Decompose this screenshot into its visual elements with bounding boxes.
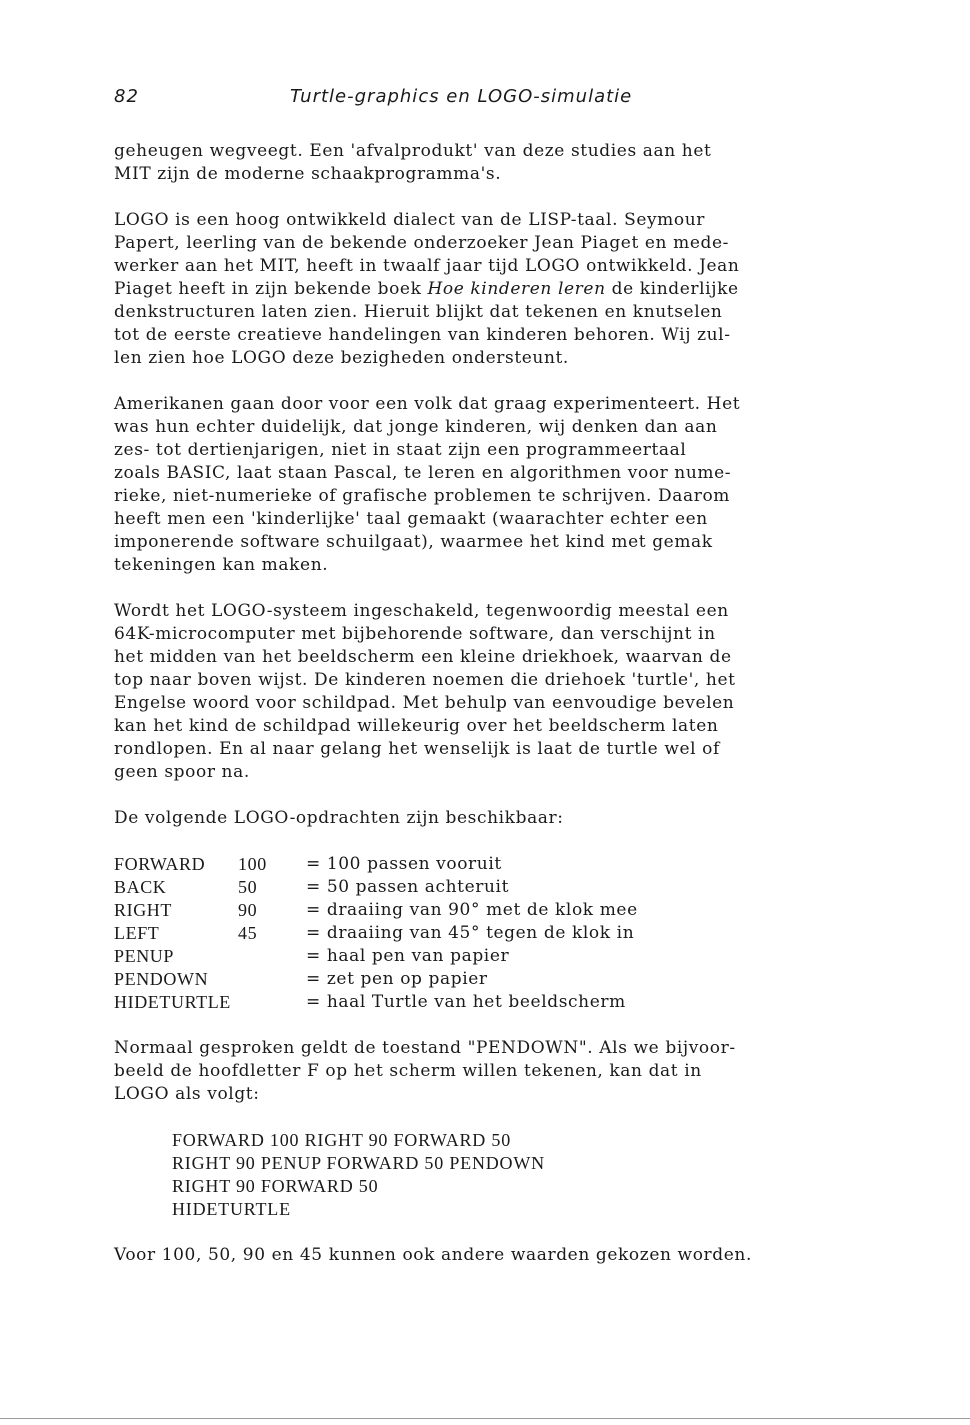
table-row	[114, 968, 638, 991]
logo-code-example	[172, 1129, 850, 1221]
text-line: tekeningen kan maken.	[114, 555, 329, 575]
table-row	[114, 945, 638, 968]
command-description: = draaiing van 45° tegen de klok in	[306, 923, 635, 943]
command-description: = haal pen van papier	[306, 946, 510, 966]
command-name: BACK	[114, 877, 167, 897]
text-line: De volgende LOGO-opdrachten zijn beschikbaar:	[114, 808, 564, 828]
paragraph-logo-origin	[114, 209, 850, 370]
text-line: top naar boven wijst. De kinderen noemen die driehoek 'turtle', het	[114, 670, 736, 690]
table-row	[114, 876, 638, 899]
paragraph-turtle	[114, 600, 850, 784]
text-line: was hun echter duidelijk, dat jonge kinderen, wij denken dan aan	[114, 417, 718, 437]
command-argument	[238, 991, 278, 1014]
text-line: MIT zijn de moderne schaakprogramma's.	[114, 164, 502, 184]
text-line: zoals BASIC, laat staan Pascal, te leren en algorithmen voor nume-	[114, 463, 732, 483]
text-line: het midden van het beeldscherm een kleine driekhoek, waarvan de	[114, 647, 732, 667]
command-argument: 45	[238, 923, 258, 943]
command-name: HIDETURTLE	[114, 992, 231, 1012]
text-line: Engelse woord voor schildpad. Met behulp van eenvoudige bevelen	[114, 693, 735, 713]
command-name: PENDOWN	[114, 969, 209, 989]
text-line: rondlopen. En al naar gelang het wenselijk is laat de turtle wel of	[114, 739, 720, 759]
text-line: geen spoor na.	[114, 762, 250, 782]
command-argument: 50	[238, 877, 258, 897]
command-description: = haal Turtle van het beeldscherm	[306, 992, 626, 1012]
command-name: PENUP	[114, 946, 175, 966]
running-title: Turtle-graphics en LOGO-simulatie	[290, 86, 633, 107]
text-line: kan het kind de schildpad willekeurig over het beeldscherm laten	[114, 716, 719, 736]
command-argument: 100	[238, 854, 267, 874]
text-line-with-book-title	[114, 278, 850, 301]
command-name: RIGHT	[114, 900, 172, 920]
command-argument	[238, 968, 278, 991]
text-fragment: de kinderlijke	[605, 279, 739, 299]
text-line: denkstructuren laten zien. Hieruit blijkt dat tekenen en knutselen	[114, 302, 723, 322]
command-description: = 100 passen vooruit	[306, 854, 502, 874]
text-line: LOGO is een hoog ontwikkeld dialect van de LISP-taal. Seymour	[114, 210, 706, 230]
body-text	[114, 140, 850, 1290]
text-line: len zien hoe LOGO deze bezigheden ondersteunt.	[114, 348, 569, 368]
text-line: werker aan het MIT, heeft in twaalf jaar tijd LOGO ontwikkeld. Jean	[114, 256, 740, 276]
text-line: zes- tot dertienjarigen, niet in staat zijn een programmeertaal	[114, 440, 687, 460]
text-line: rieke, niet-numerieke of grafische problemen te schrijven. Daarom	[114, 486, 731, 506]
text-line: tot de eerste creatieve handelingen van kinderen behoren. Wij zul-	[114, 325, 731, 345]
text-line: Papert, leerling van de bekende onderzoeker Jean Piaget en mede-	[114, 233, 729, 253]
text-line: geheugen wegveegt. Een 'afvalprodukt' van deze studies aan het	[114, 141, 712, 161]
code-line: RIGHT 90 FORWARD 50	[172, 1176, 379, 1196]
command-description: = 50 passen achteruit	[306, 877, 510, 897]
table-row	[114, 991, 638, 1014]
command-description: = zet pen op papier	[306, 969, 488, 989]
table-row	[114, 922, 638, 945]
table-row	[114, 899, 638, 922]
command-argument	[238, 945, 278, 968]
paragraph-mit-chess	[114, 140, 850, 186]
code-line: FORWARD 100 RIGHT 90 FORWARD 50	[172, 1130, 512, 1150]
table-row	[114, 853, 638, 876]
text-line: Normaal gesproken geldt de toestand "PENDOWN". Als we bijvoor-	[114, 1038, 736, 1058]
page-number: 82	[114, 86, 139, 107]
text-line: Voor 100, 50, 90 en 45 kunnen ook andere waarden gekozen worden.	[114, 1245, 752, 1265]
text-line: beeld de hoofdletter F op het scherm willen tekenen, kan dat in	[114, 1061, 702, 1081]
text-line: Wordt het LOGO-systeem ingeschakeld, tegenwoordig meestal een	[114, 601, 729, 621]
command-name: LEFT	[114, 923, 160, 943]
paragraph-americans	[114, 393, 850, 577]
paragraph-commands-intro	[114, 807, 850, 830]
text-line: imponerende software schuilgaat), waarmee het kind met gemak	[114, 532, 713, 552]
text-line: Amerikanen gaan door voor een volk dat graag experimenteert. Het	[114, 394, 741, 414]
text-line: 64K-microcomputer met bijbehorende software, dan verschijnt in	[114, 624, 716, 644]
command-name: FORWARD	[114, 854, 206, 874]
book-title: Hoe kinderen leren	[427, 279, 606, 299]
page-bottom-edge	[0, 1418, 970, 1419]
logo-commands-table	[114, 853, 638, 1014]
code-line: HIDETURTLE	[172, 1199, 291, 1219]
paragraph-closing	[114, 1244, 850, 1267]
paragraph-pendown-example	[114, 1037, 850, 1106]
text-fragment: Piaget heeft in zijn bekende boek	[114, 279, 428, 299]
code-line: RIGHT 90 PENUP FORWARD 50 PENDOWN	[172, 1153, 545, 1173]
command-argument: 90	[238, 900, 258, 920]
text-line: LOGO als volgt:	[114, 1084, 260, 1104]
text-line: heeft men een 'kinderlijke' taal gemaakt (waarachter echter een	[114, 509, 708, 529]
page-header	[114, 86, 854, 112]
command-description: = draaiing van 90° met de klok mee	[306, 900, 638, 920]
